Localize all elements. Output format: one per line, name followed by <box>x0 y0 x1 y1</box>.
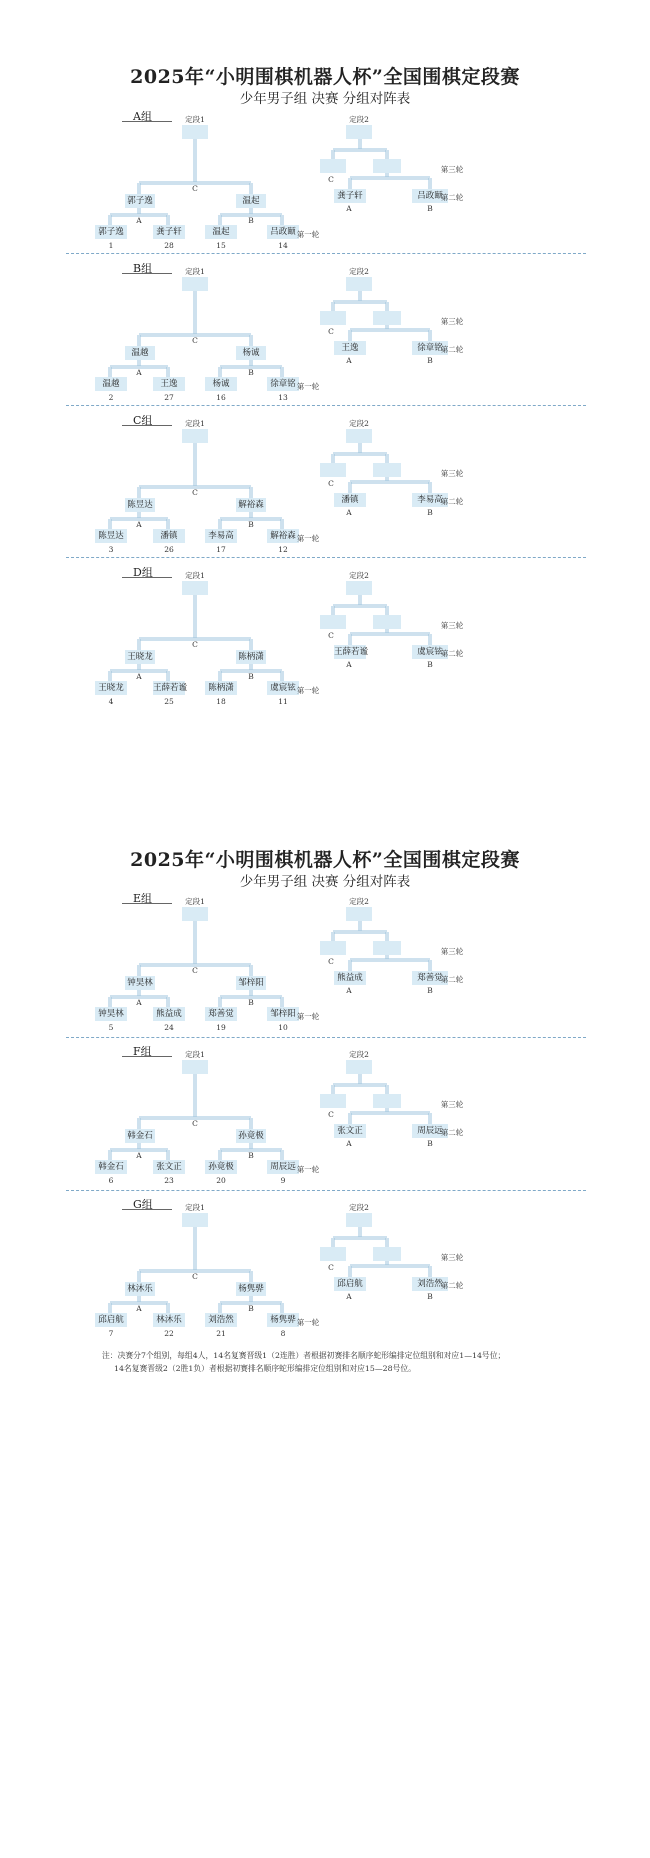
match-label-b: B <box>248 368 254 377</box>
group-separator <box>66 253 586 254</box>
final-player-left: 温越 <box>125 346 155 360</box>
match-label-b: B <box>427 660 433 669</box>
match-label-b: B <box>248 520 254 529</box>
round-label-c: C <box>328 957 334 966</box>
round2-player-right: 徐章铭 <box>412 341 448 355</box>
page-subtitle: 少年男子组 决赛 分组对阵表 <box>239 91 411 107</box>
round3-label: 第三轮 <box>440 621 464 630</box>
group-separator <box>66 557 586 558</box>
seed-number: 6 <box>108 1176 114 1185</box>
seed-number: 9 <box>280 1176 286 1185</box>
round2-player-left: 王薛若谧 <box>334 647 369 657</box>
dingduan2-slot <box>346 907 372 921</box>
first-round-player: 郭子逸 <box>95 225 127 239</box>
bracket-lines <box>0 1043 650 1219</box>
seed-number: 13 <box>278 393 288 402</box>
seed-number: 3 <box>108 545 114 554</box>
first-round-player: 徐章铭 <box>267 377 299 391</box>
first-round-player: 刘浩然 <box>205 1313 237 1327</box>
footnote-line-2: 14名复赛晋级2（2胜1负）者根据初赛排名顺序蛇形编排定位组别和对应15—28号位。 <box>114 1364 416 1373</box>
seed-number: 7 <box>108 1329 114 1338</box>
dingduan2-label: 定段2 <box>349 571 369 580</box>
round2-player-right: 郑善觉 <box>412 971 448 985</box>
first-round-player: 杨诚 <box>205 377 237 391</box>
final-player-right: 陈柄潇 <box>236 650 266 664</box>
seed-number: 16 <box>216 393 226 402</box>
round2-label: 第二轮 <box>440 345 464 354</box>
bracket-lines <box>0 260 650 436</box>
group-bracket <box>0 1196 650 1372</box>
dingduan1-slot <box>182 277 208 291</box>
match-label-b: B <box>427 356 433 365</box>
round1-label: 第一轮 <box>296 230 320 239</box>
seed-number: 19 <box>216 1023 226 1032</box>
round-label-c: C <box>192 1119 198 1128</box>
seed-number: 4 <box>108 697 114 706</box>
seed-number: 22 <box>164 1329 174 1338</box>
final-player-left: 韩金石 <box>125 1129 155 1143</box>
match-label-b: B <box>248 1151 254 1160</box>
first-round-player: 王晓龙 <box>95 681 127 695</box>
match-label-a: A <box>346 660 352 669</box>
first-round-player: 杨隽骅 <box>267 1313 299 1327</box>
round2-label: 第二轮 <box>440 649 464 658</box>
match-label-a: A <box>136 216 142 225</box>
group-label: D组 <box>133 566 153 579</box>
dingduan2-label: 定段2 <box>349 897 369 906</box>
final-player-right: 杨诚 <box>236 346 266 360</box>
match-label-a: A <box>136 1304 142 1313</box>
round-label-c: C <box>328 479 334 488</box>
group-bracket <box>0 564 650 740</box>
first-round-player: 温越 <box>95 377 127 391</box>
round2-player-right: 周辰远 <box>412 1124 448 1138</box>
first-round-player: 温起 <box>205 225 237 239</box>
dingduan2-c-slot <box>320 615 346 629</box>
final-player-left: 王晓龙 <box>125 650 155 664</box>
first-round-player: 郑善觉 <box>205 1007 237 1021</box>
final-player-right: 解裕森 <box>236 498 266 512</box>
round2-player-left: 潘镇 <box>334 493 366 507</box>
group-label: B组 <box>133 262 153 275</box>
match-label-b: B <box>427 1292 433 1301</box>
dingduan2-c-slot <box>320 463 346 477</box>
dingduan2-label: 定段2 <box>349 1203 369 1212</box>
match-label-a: A <box>346 204 352 213</box>
group-bracket <box>0 108 650 284</box>
first-round-player: 周辰远 <box>267 1160 299 1174</box>
group-label: G组 <box>133 1198 153 1211</box>
first-round-player: 陈昱达 <box>95 529 127 543</box>
match-label-b: B <box>248 1304 254 1313</box>
first-round-player: 邹梓阳 <box>267 1007 299 1021</box>
first-round-player: 林沐乐 <box>153 1313 185 1327</box>
first-round-player: 解裕森 <box>267 529 299 543</box>
dingduan1-slot <box>182 429 208 443</box>
match-label-a: A <box>346 1292 352 1301</box>
round1-label: 第一轮 <box>296 686 320 695</box>
footnote-line-1: 注：决赛分7个组别，每组4人，14名复赛晋级1（2连胜）者根据初赛排名顺序蛇形编排定位组别和对应1—14号位； <box>102 1351 506 1360</box>
first-round-player: 潘镇 <box>153 529 185 543</box>
final-player-right: 温起 <box>236 194 266 208</box>
round-label-c: C <box>328 1110 334 1119</box>
group-separator <box>66 1190 586 1191</box>
first-round-player: 陈柄潇 <box>205 681 237 695</box>
dingduan2-slot <box>346 125 372 139</box>
first-round-player: 李易高 <box>205 529 237 543</box>
match-label-a: A <box>346 1139 352 1148</box>
dingduan1-label: 定段1 <box>185 897 205 906</box>
first-round-player: 孙竟极 <box>205 1160 237 1174</box>
round3-label: 第三轮 <box>440 1100 464 1109</box>
dingduan2-c-slot <box>320 311 346 325</box>
dingduan1-label: 定段1 <box>185 571 205 580</box>
final-player-left: 林沐乐 <box>125 1282 155 1296</box>
dingduan2-label: 定段2 <box>349 115 369 124</box>
round1-label: 第一轮 <box>296 534 320 543</box>
seed-number: 18 <box>216 697 226 706</box>
dingduan2-label: 定段2 <box>349 419 369 428</box>
seed-number: 27 <box>164 393 174 402</box>
round3-label: 第三轮 <box>440 1253 464 1262</box>
final-player-right: 邹梓阳 <box>236 976 266 990</box>
bracket-lines <box>0 412 650 588</box>
dingduan1-slot <box>182 125 208 139</box>
round2-player-right: 吕政颐 <box>412 189 448 203</box>
dingduan1-label: 定段1 <box>185 1203 205 1212</box>
round3-label: 第三轮 <box>440 165 464 174</box>
group-bracket <box>0 1043 650 1219</box>
dingduan1-label: 定段1 <box>185 267 205 276</box>
first-round-player: 龚子轩 <box>153 225 185 239</box>
round-label-c: C <box>192 1272 198 1281</box>
bracket-lines <box>0 108 650 284</box>
seed-number: 23 <box>164 1176 174 1185</box>
final-player-right: 孙竟极 <box>236 1129 266 1143</box>
dingduan1-slot <box>182 581 208 595</box>
seed-number: 10 <box>278 1023 288 1032</box>
seed-number: 24 <box>164 1023 174 1032</box>
round-label-c: C <box>328 327 334 336</box>
match-label-a: A <box>136 368 142 377</box>
first-round-player: 虞宸铉 <box>267 681 299 695</box>
dingduan2-slot <box>346 277 372 291</box>
group-label: F组 <box>133 1045 152 1058</box>
group-separator <box>66 1037 586 1038</box>
dingduan2-label: 定段2 <box>349 267 369 276</box>
dingduan1-slot <box>182 1060 208 1074</box>
final-player-right: 杨隽骅 <box>236 1282 266 1296</box>
seed-number: 20 <box>216 1176 226 1185</box>
dingduan2-winner-slot <box>373 941 401 955</box>
round2-player-left: 龚子轩 <box>334 189 366 203</box>
round-label-c: C <box>328 1263 334 1272</box>
first-round-player: 钟昊林 <box>95 1007 127 1021</box>
round3-label: 第三轮 <box>440 469 464 478</box>
group-bracket <box>0 260 650 436</box>
match-label-a: A <box>136 520 142 529</box>
seed-number: 15 <box>216 241 226 250</box>
match-label-b: B <box>248 216 254 225</box>
round2-label: 第二轮 <box>440 1128 464 1137</box>
dingduan2-winner-slot <box>373 1094 401 1108</box>
first-round-player: 熊益成 <box>153 1007 185 1021</box>
first-round-player: 韩金石 <box>95 1160 127 1174</box>
dingduan2-winner-slot <box>373 1247 401 1261</box>
first-round-player: 邱启航 <box>95 1313 127 1327</box>
group-separator <box>66 405 586 406</box>
seed-number: 8 <box>280 1329 286 1338</box>
group-label: A组 <box>133 110 152 123</box>
match-label-b: B <box>248 998 254 1007</box>
group-bracket <box>0 412 650 588</box>
round2-player-left: 熊益成 <box>334 971 366 985</box>
round3-label: 第三轮 <box>440 947 464 956</box>
dingduan1-label: 定段1 <box>185 1050 205 1059</box>
bracket-lines <box>0 890 650 1066</box>
bracket-lines <box>0 564 650 740</box>
page-subtitle: 少年男子组 决赛 分组对阵表 <box>239 874 411 890</box>
group-label: C组 <box>133 414 153 427</box>
dingduan1-label: 定段1 <box>185 419 205 428</box>
match-label-b: B <box>427 1139 433 1148</box>
dingduan2-winner-slot <box>373 615 401 629</box>
match-label-a: A <box>136 1151 142 1160</box>
seed-number: 25 <box>164 697 174 706</box>
round-label-c: C <box>192 336 198 345</box>
first-round-player: 王逸 <box>153 377 185 391</box>
match-label-b: B <box>427 508 433 517</box>
dingduan1-label: 定段1 <box>185 115 205 124</box>
match-label-a: A <box>346 356 352 365</box>
seed-number: 12 <box>278 545 288 554</box>
round2-player-right: 虞宸铉 <box>412 645 448 659</box>
dingduan2-winner-slot <box>373 311 401 325</box>
round2-player-left: 张文正 <box>334 1124 366 1138</box>
match-label-a: A <box>346 508 352 517</box>
round1-label: 第一轮 <box>296 1318 320 1327</box>
round-label-c: C <box>192 184 198 193</box>
round-label-c: C <box>192 640 198 649</box>
final-player-left: 陈昱达 <box>125 498 155 512</box>
match-label-a: A <box>136 998 142 1007</box>
round-label-c: C <box>192 966 198 975</box>
round1-label: 第一轮 <box>296 1012 320 1021</box>
round2-player-left: 王逸 <box>334 341 366 355</box>
round2-player-right: 李易高 <box>412 493 448 507</box>
seed-number: 5 <box>108 1023 114 1032</box>
page-title: 2025年“小明围棋机器人杯”全国围棋定段赛 <box>130 849 520 871</box>
group-bracket <box>0 890 650 1066</box>
seed-number: 14 <box>278 241 288 250</box>
round2-label: 第二轮 <box>440 1281 464 1290</box>
seed-number: 28 <box>164 241 174 250</box>
dingduan2-label: 定段2 <box>349 1050 369 1059</box>
round-label-c: C <box>328 631 334 640</box>
group-label: E组 <box>133 892 153 905</box>
match-label-b: B <box>427 986 433 995</box>
dingduan1-slot <box>182 907 208 921</box>
round3-label: 第三轮 <box>440 317 464 326</box>
first-round-player: 张文正 <box>153 1160 185 1174</box>
final-player-left: 郭子逸 <box>125 194 155 208</box>
dingduan2-slot <box>346 1060 372 1074</box>
round1-label: 第一轮 <box>296 1165 320 1174</box>
final-player-left: 钟昊林 <box>125 976 155 990</box>
seed-number: 2 <box>108 393 114 402</box>
match-label-a: A <box>136 672 142 681</box>
round2-label: 第二轮 <box>440 975 464 984</box>
round-label-c: C <box>192 488 198 497</box>
dingduan2-c-slot <box>320 1247 346 1261</box>
dingduan1-slot <box>182 1213 208 1227</box>
seed-number: 21 <box>216 1329 226 1338</box>
bracket-lines <box>0 1196 650 1372</box>
first-round-player: 吕政颐 <box>267 225 299 239</box>
seed-number: 17 <box>216 545 226 554</box>
round2-player-right: 刘浩然 <box>412 1277 448 1291</box>
round2-label: 第二轮 <box>440 497 464 506</box>
dingduan2-winner-slot <box>373 463 401 477</box>
seed-number: 1 <box>108 241 114 250</box>
page-title: 2025年“小明围棋机器人杯”全国围棋定段赛 <box>130 66 520 88</box>
round1-label: 第一轮 <box>296 382 320 391</box>
dingduan2-winner-slot <box>373 159 401 173</box>
match-label-b: B <box>248 672 254 681</box>
dingduan2-c-slot <box>320 941 346 955</box>
dingduan2-c-slot <box>320 1094 346 1108</box>
match-label-a: A <box>346 986 352 995</box>
dingduan2-slot <box>346 429 372 443</box>
dingduan2-slot <box>346 1213 372 1227</box>
seed-number: 26 <box>164 545 174 554</box>
first-round-player: 王薛若谧 <box>153 683 188 693</box>
match-label-b: B <box>427 204 433 213</box>
seed-number: 11 <box>278 697 288 706</box>
dingduan2-slot <box>346 581 372 595</box>
dingduan2-c-slot <box>320 159 346 173</box>
round2-player-left: 邱启航 <box>334 1277 366 1291</box>
round-label-c: C <box>328 175 334 184</box>
round2-label: 第二轮 <box>440 193 464 202</box>
